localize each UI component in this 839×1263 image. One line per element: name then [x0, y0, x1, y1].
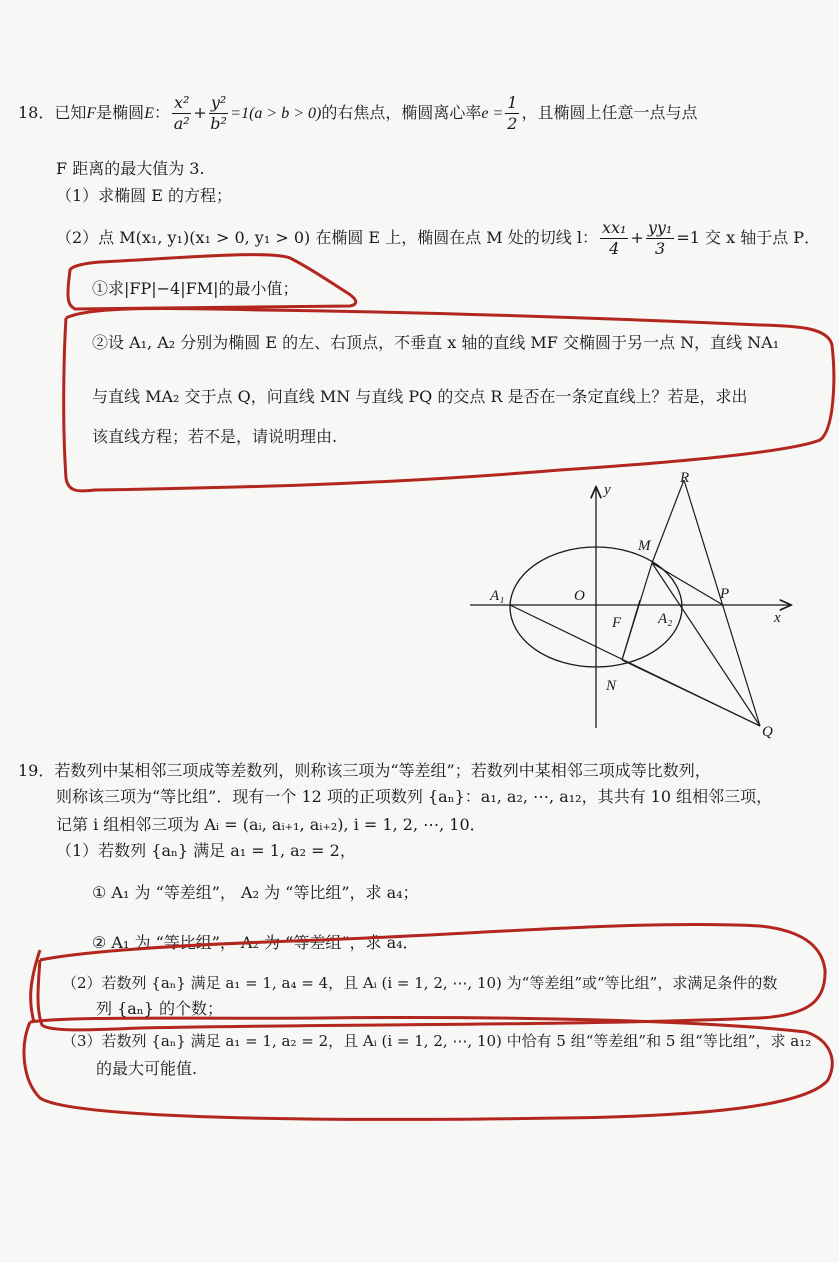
q18-sub2-text: （2）点 M(x₁, y₁)(x₁ > 0, y₁ > 0) 在椭圆 E 上，椭圆在点 M 处的切线 l： [56, 228, 598, 247]
q19-stem-line2: 则称该三项为“等比组”．现有一个 12 项的正项数列 {aₙ}：a₁, a₂, ⋯, a₁₂，其共有 10 组相邻三项， [56, 787, 773, 806]
label-N: N [606, 678, 617, 694]
q18-item2-line2: 与直线 MA₂ 交于点 Q，问直线 MN 与直线 PQ 的交点 R 是否在一条定直线上？若是，求出 [92, 387, 748, 406]
focus-F: F [86, 105, 97, 122]
q18-item2-line1: ②设 A₁, A₂ 分别为椭圆 E 的左、右顶点，不垂直 x 轴的直线 MF 交椭圆于另一点 N，直线 NA₁ [92, 333, 780, 352]
line-F-M-ext [622, 600, 640, 660]
frac-num: yy₁ [647, 218, 673, 237]
fraction-yy1-3 [646, 218, 675, 259]
frac-num: 1 [507, 93, 518, 112]
frac-num: y² [210, 93, 227, 112]
q19-stem-text: 若数列中某相邻三项成等差数列，则称该三项为“等差组”；若数列中某相邻三项成等比数列， [54, 761, 711, 780]
frac-den: 4 [609, 239, 620, 258]
q18-sub2-text-2: =1 交 x 轴于点 P． [676, 228, 821, 247]
q18-stem-text-3: 的右焦点，椭圆离心率 [321, 103, 482, 122]
ellipse-E: E [144, 105, 154, 122]
frac-den: b² [210, 114, 227, 133]
plus-sign: + [193, 103, 207, 122]
q18-sub2 [56, 214, 820, 262]
q19-sub3-line1: （3）若数列 {aₙ} 满足 a₁ = 1, a₂ = 2，且 Aᵢ (i = 1, 2, ⋯, 10) 中恰有 5 组“等差组”和 5 组“等比组”，求 a₁₂ [62, 1032, 812, 1050]
frac-num: x² [173, 93, 190, 112]
label-y: y [604, 482, 611, 498]
q19-sub1-ii: ② A₁ 为 “等比组”， A₂ 为 “等差组”，求 a₄． [92, 933, 419, 952]
frac-den: 2 [507, 114, 518, 133]
line-N-Q [622, 660, 760, 726]
plus-sign: + [630, 228, 644, 247]
label-M: M [638, 538, 651, 554]
line-R-Q [684, 480, 760, 726]
q19-sub2-line2: 列 {aₙ} 的个数； [96, 999, 223, 1018]
q18-sub1: （1）求椭圆 E 的方程； [56, 186, 233, 205]
q18-stem-text-4: ，且椭圆上任意一点与点 [521, 103, 698, 122]
line-M-Q [652, 563, 760, 726]
frac-den: a² [173, 114, 190, 133]
label-F: F [612, 615, 622, 631]
equation-tail: =1(a > b > 0) [230, 105, 322, 122]
line-M-R [652, 480, 684, 563]
label-O: O [574, 588, 585, 604]
q18-item2-line3: 该直线方程；若不是，请说明理由. [92, 427, 338, 446]
q18-stem-line2: F 距离的最大值为 3. [56, 159, 205, 178]
eccentricity-eq: e = [481, 105, 504, 122]
label-x: x [774, 610, 781, 626]
frac-num: xx₁ [601, 218, 627, 237]
q18-stem-line1 [18, 88, 697, 138]
q18-item1: ①求|FP|−4|FM|的最小值； [92, 279, 299, 298]
label-P: P [720, 586, 730, 602]
tangent-M-P [652, 563, 723, 605]
label-R: R [680, 470, 690, 486]
strike-mark-left [31, 950, 40, 1022]
q18-stem-text: 已知 [54, 103, 87, 122]
q19-sub1-i: ① A₁ 为 “等差组”， A₂ 为 “等比组”，求 a₄； [92, 883, 419, 902]
fraction-y2-b2 [209, 93, 228, 134]
q19-sub3-line2: 的最大可能值. [96, 1059, 198, 1078]
q19-stem-line3: 记第 i 组相邻三项为 Aᵢ = (aᵢ, aᵢ₊₁, aᵢ₊₂), i = 1, 2, ⋯, 10． [56, 815, 486, 834]
q19-sub1: （1）若数列 {aₙ} 满足 a₁ = 1, a₂ = 2， [56, 841, 356, 860]
label-Q: Q [762, 724, 773, 740]
fraction-x2-a2 [172, 93, 191, 134]
q19-number: 19． [18, 761, 55, 780]
fraction-half [505, 93, 519, 134]
q18-stem-text-2: 是椭圆 [96, 103, 145, 122]
label-A2: A₂ [658, 611, 673, 627]
ellipse-figure [460, 470, 800, 745]
q18-number: 18． [18, 103, 55, 122]
q19-stem-line1 [18, 760, 711, 782]
label-A1: A₁ [490, 588, 505, 604]
frac-den: 3 [655, 239, 666, 258]
colon: ： [153, 103, 170, 122]
fraction-xx1-4 [600, 218, 628, 259]
q19-sub2-line1: （2）若数列 {aₙ} 满足 a₁ = 1, a₄ = 4，且 Aᵢ (i = 1, 2, ⋯, 10) 为“等差组”或“等比组”，求满足条件的数 [62, 974, 778, 992]
